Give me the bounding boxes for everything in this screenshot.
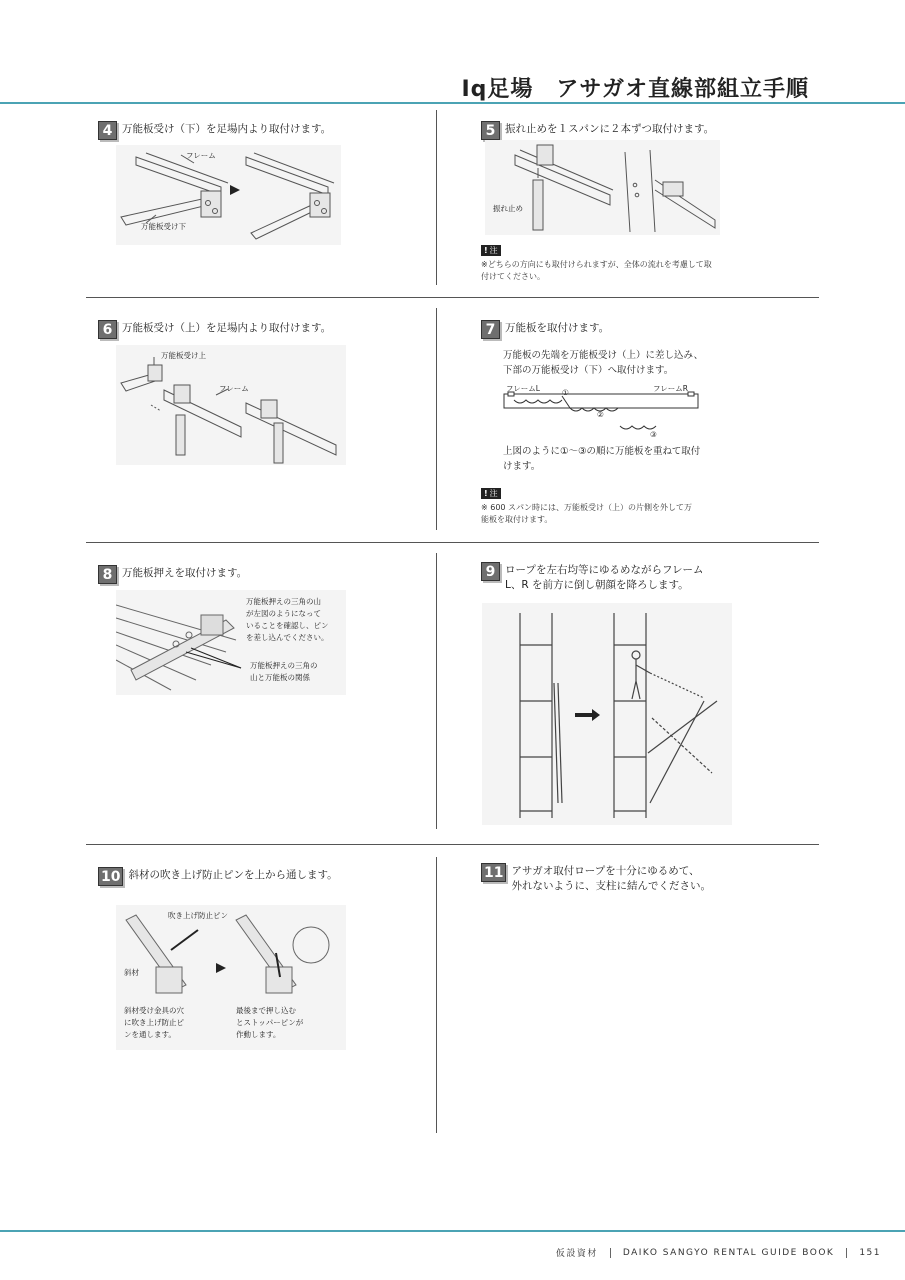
step-10	[98, 867, 428, 886]
warning-icon: !	[484, 489, 488, 498]
step-body: 万能板の先端を万能板受け（上）に差し込み、 下部の万能板受け（下）へ取付けます。	[503, 350, 704, 376]
step-7-note	[481, 481, 761, 526]
column-divider-3	[436, 553, 437, 829]
note-text: ※ 600 スパン時には、万能板受け（上）の片側を外して万 能板を取付けます。	[481, 503, 693, 524]
step-title: 振れ止めを１スパンに２本ずつ取付けます。	[505, 123, 715, 135]
footer-accent-rule	[0, 1230, 905, 1232]
footer-section: 仮設資材	[555, 1249, 598, 1259]
footer-separator	[610, 1248, 611, 1258]
column-divider-2	[436, 308, 437, 530]
footer-brand: DAIKO SANGYO RENTAL GUIDE BOOK	[622, 1247, 835, 1258]
row-divider-3	[86, 844, 819, 845]
step-number: 10	[98, 867, 123, 886]
figure-label: 斜材	[124, 968, 139, 977]
step-5-note	[481, 238, 761, 283]
figure-caption: 万能板押えの三角の山 が左図のようになって いることを確認し、ピン を差し込んでください。	[246, 597, 329, 642]
step-7-body2	[503, 444, 803, 474]
figure-label: 吹き上げ防止ピン	[168, 911, 228, 920]
step-number: 9	[481, 562, 500, 581]
figure-label: フレームL	[506, 384, 540, 393]
step-8	[98, 565, 428, 584]
warning-icon: !	[484, 246, 488, 255]
step-number: 8	[98, 565, 117, 584]
step-title: アサガオ取付ロープを十分にゆるめて、 外れないように、支柱に結んでください。	[511, 865, 711, 892]
figure-label: ①	[562, 388, 569, 397]
step-5-illustration	[485, 140, 720, 235]
figure-label: フレームR	[653, 384, 688, 393]
step-title: 万能板押えを取付けます。	[122, 567, 248, 579]
step-8-illustration	[116, 590, 346, 695]
figure-label: フレーム	[219, 384, 249, 393]
step-11	[481, 863, 811, 894]
page-title: Iq足場 アサガオ直線部組立手順	[461, 77, 809, 102]
step-10-illustration	[116, 905, 346, 1050]
note-badge: ! 注	[481, 245, 501, 256]
footer-separator	[846, 1248, 847, 1258]
step-number: 4	[98, 121, 117, 140]
page-number: 151	[859, 1247, 881, 1258]
step-7	[481, 320, 811, 378]
figure-caption: 最後まで押し込む とストッパーピンが 作動します。	[236, 1006, 304, 1039]
step-9	[481, 562, 811, 593]
figure-label: 振れ止め	[493, 204, 523, 213]
step-title: ロープを左右均等にゆるめながらフレーム L、R を前方に倒し朝顔を降ろします。	[505, 564, 704, 591]
step-number: 7	[481, 320, 500, 339]
step-title: 万能板を取付けます。	[505, 322, 610, 334]
step-7-diagram	[500, 380, 705, 442]
figure-label: ②	[597, 410, 604, 419]
figure-caption: 斜材受け金具の穴 に吹き上げ防止ピ ンを通します。	[124, 1006, 184, 1039]
row-divider-1	[86, 297, 819, 298]
figure-label: 万能板受け下	[141, 222, 186, 231]
note-text: ※どちらの方向にも取付けられますが、全体の流れを考慮して取 付けてください。	[481, 260, 712, 281]
step-body: 上図のように①～③の順に万能板を重ねて取付 けます。	[503, 446, 701, 472]
step-title: 斜材の吹き上げ防止ピンを上から通します。	[128, 869, 338, 881]
figure-label: 万能板受け上	[161, 351, 206, 360]
step-number: 5	[481, 121, 500, 140]
figure-label: ③	[650, 430, 657, 439]
step-4-illustration	[116, 145, 341, 245]
step-number: 6	[98, 320, 117, 339]
step-9-illustration	[482, 603, 732, 825]
step-title: 万能板受け（下）を足場内より取付けます。	[122, 123, 332, 135]
step-6	[98, 320, 428, 339]
step-number: 11	[481, 863, 506, 882]
footer	[556, 1246, 881, 1259]
step-4	[98, 121, 428, 140]
column-divider-4	[436, 857, 437, 1133]
column-divider-1	[436, 110, 437, 285]
step-5	[481, 121, 811, 140]
row-divider-2	[86, 542, 819, 543]
figure-label: フレーム	[186, 151, 216, 160]
figure-caption: 万能板押えの三角の 山と万能板の関係	[250, 661, 318, 682]
step-title: 万能板受け（上）を足場内より取付けます。	[122, 322, 332, 334]
step-6-illustration	[116, 345, 346, 465]
note-badge: ! 注	[481, 488, 501, 499]
